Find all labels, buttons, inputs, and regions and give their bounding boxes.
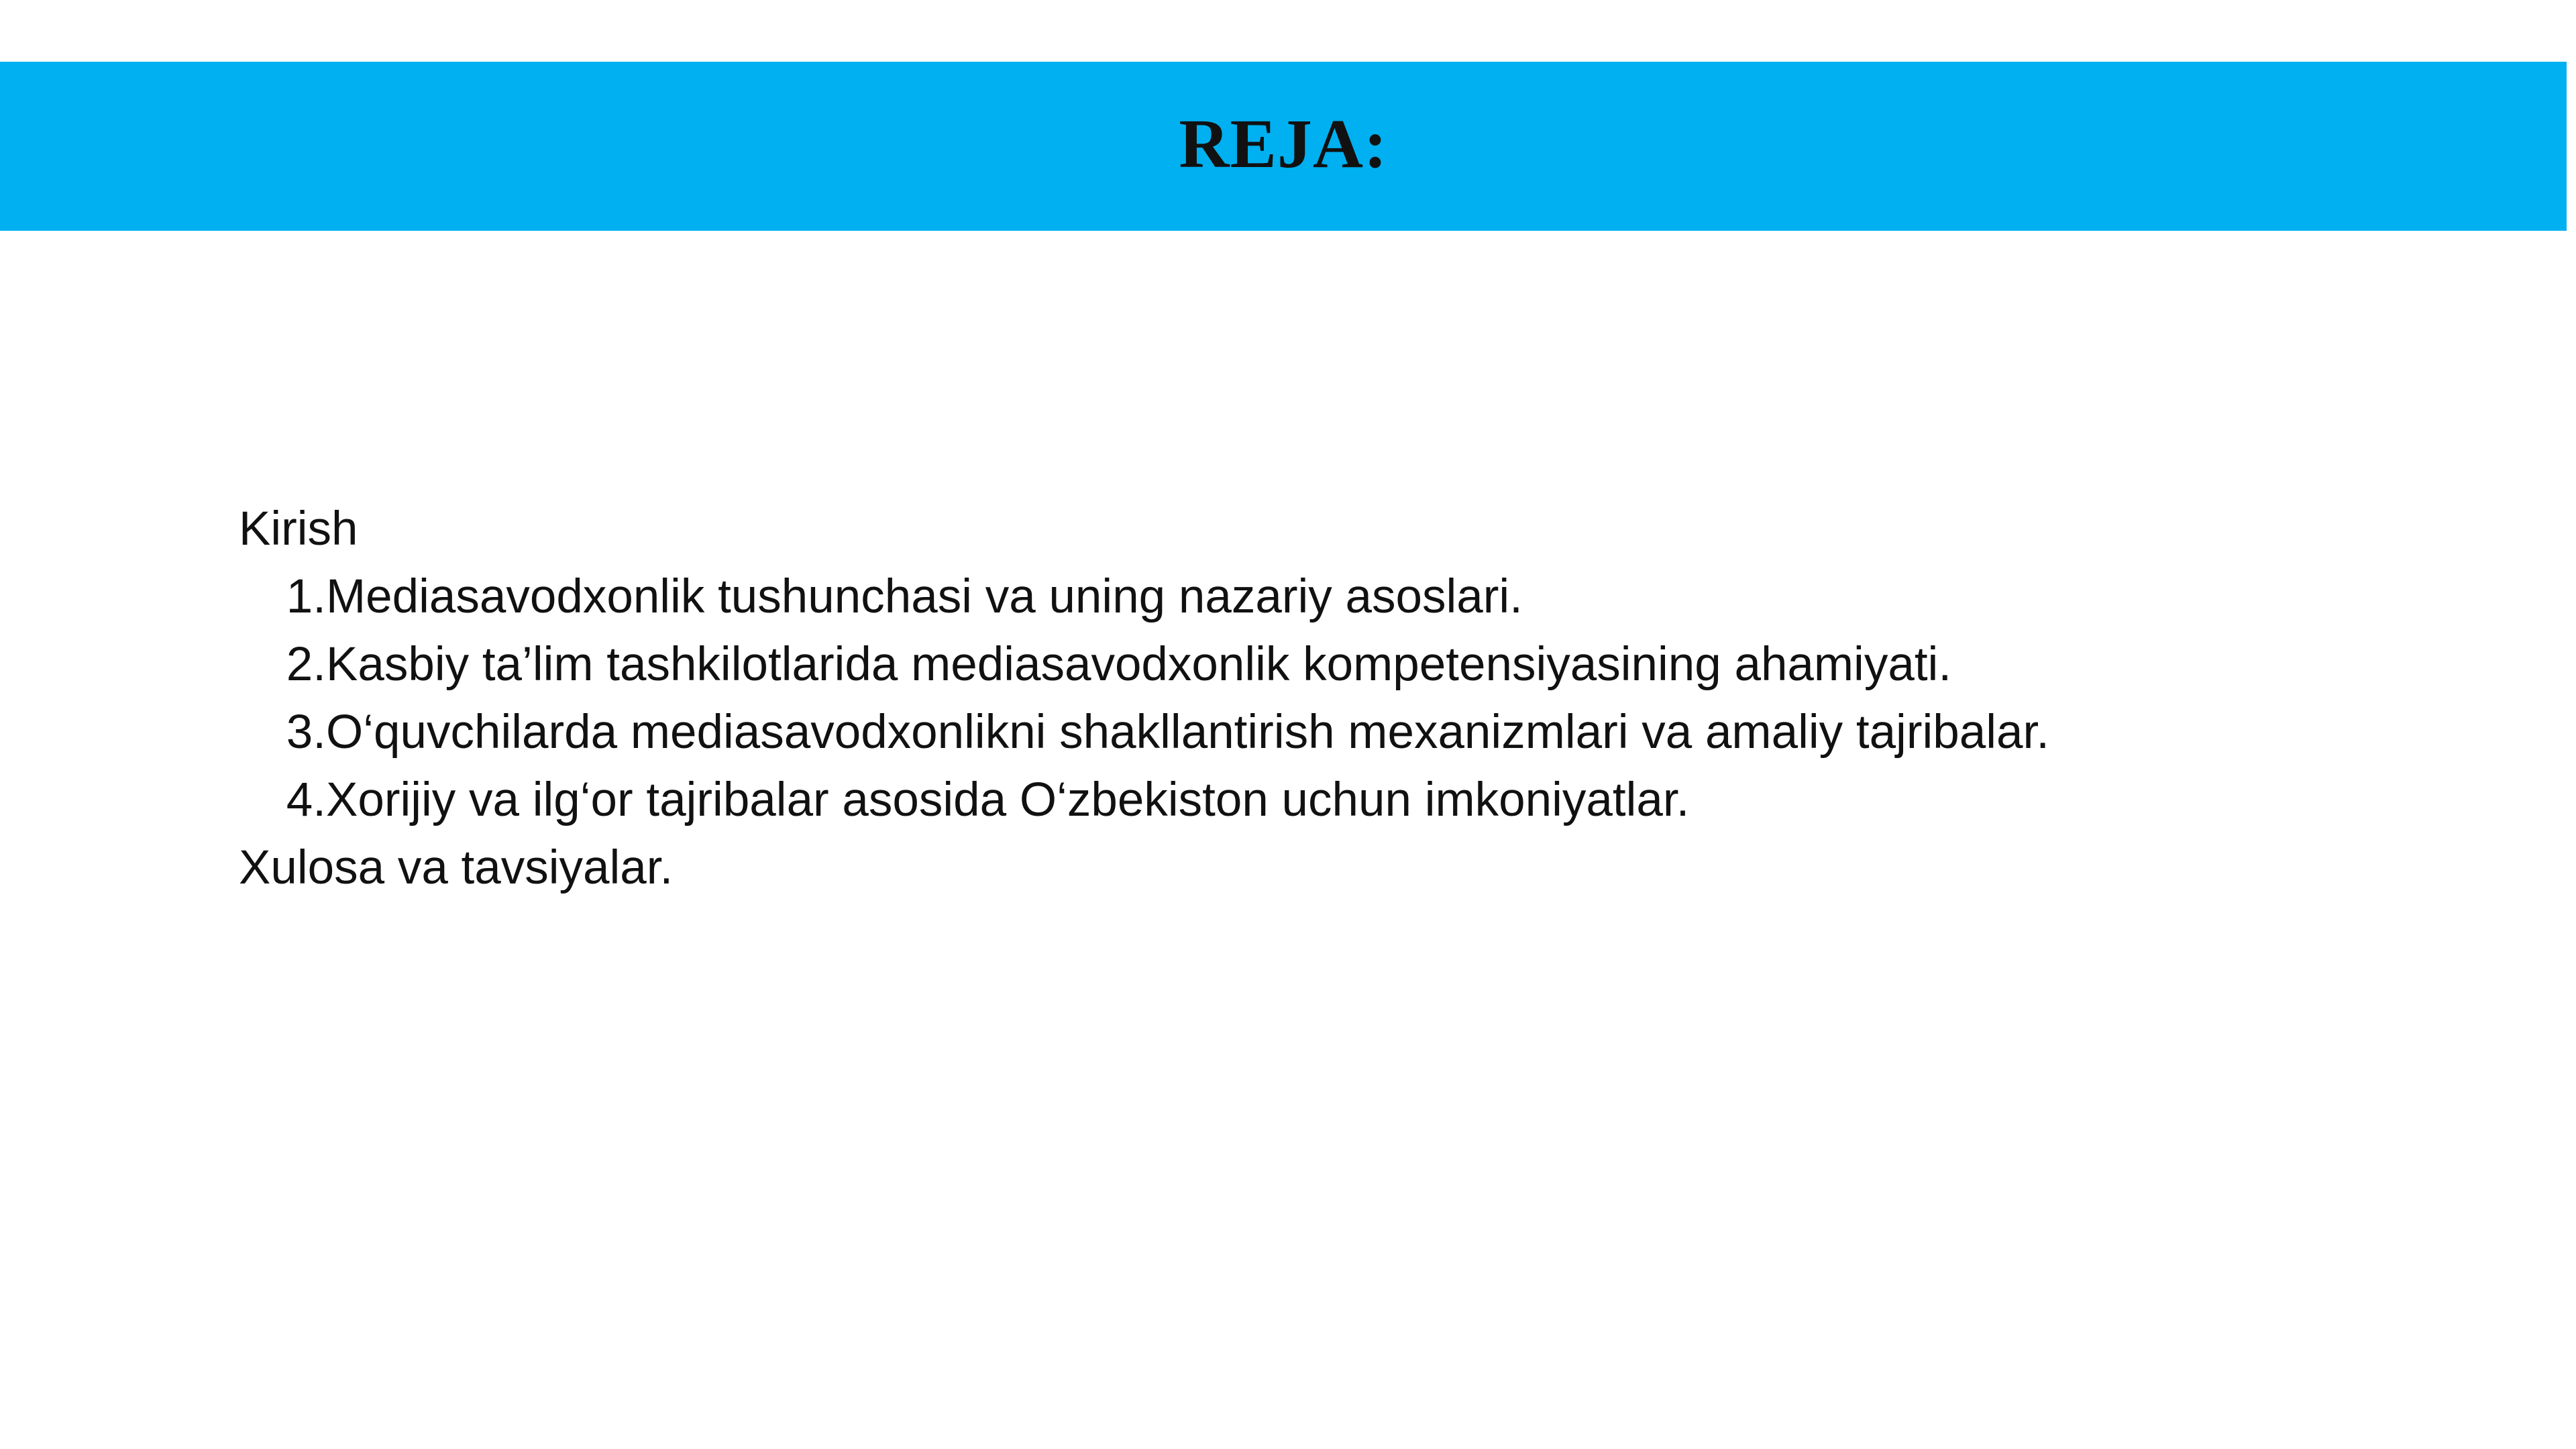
conclusion-line: Xulosa va tavsiyalar. [239, 841, 674, 894]
list-item-text: Kasbiy ta’lim tashkilotlarida mediasavodxonlik kompetensiyasining ahamiyati. [326, 638, 1952, 691]
list-item-number: 3. [286, 706, 326, 759]
list-item [239, 698, 2049, 766]
title-band [0, 62, 2567, 231]
intro-line: Kirish [239, 502, 358, 555]
list-item-number: 4. [286, 773, 326, 826]
list-item [239, 766, 2049, 834]
slide-title: REJA: [1179, 105, 1388, 182]
list-item-text: O‘quvchilarda mediasavodxonlikni shakllantirish mexanizmlari va amaliy tajribalar. [326, 706, 2049, 759]
list-item-text: Mediasavodxonlik tushunchasi va uning nazariy asoslari. [326, 570, 1523, 623]
list-item-number: 1. [286, 570, 326, 623]
list-item [239, 563, 2049, 631]
list-item-text: Xorijiy va ilg‘or tajribalar asosida O‘zbekiston uchun imkoniyatlar. [326, 773, 1690, 826]
list-item [239, 631, 2049, 698]
plan-list [239, 495, 2049, 902]
list-item-number: 2. [286, 638, 326, 691]
